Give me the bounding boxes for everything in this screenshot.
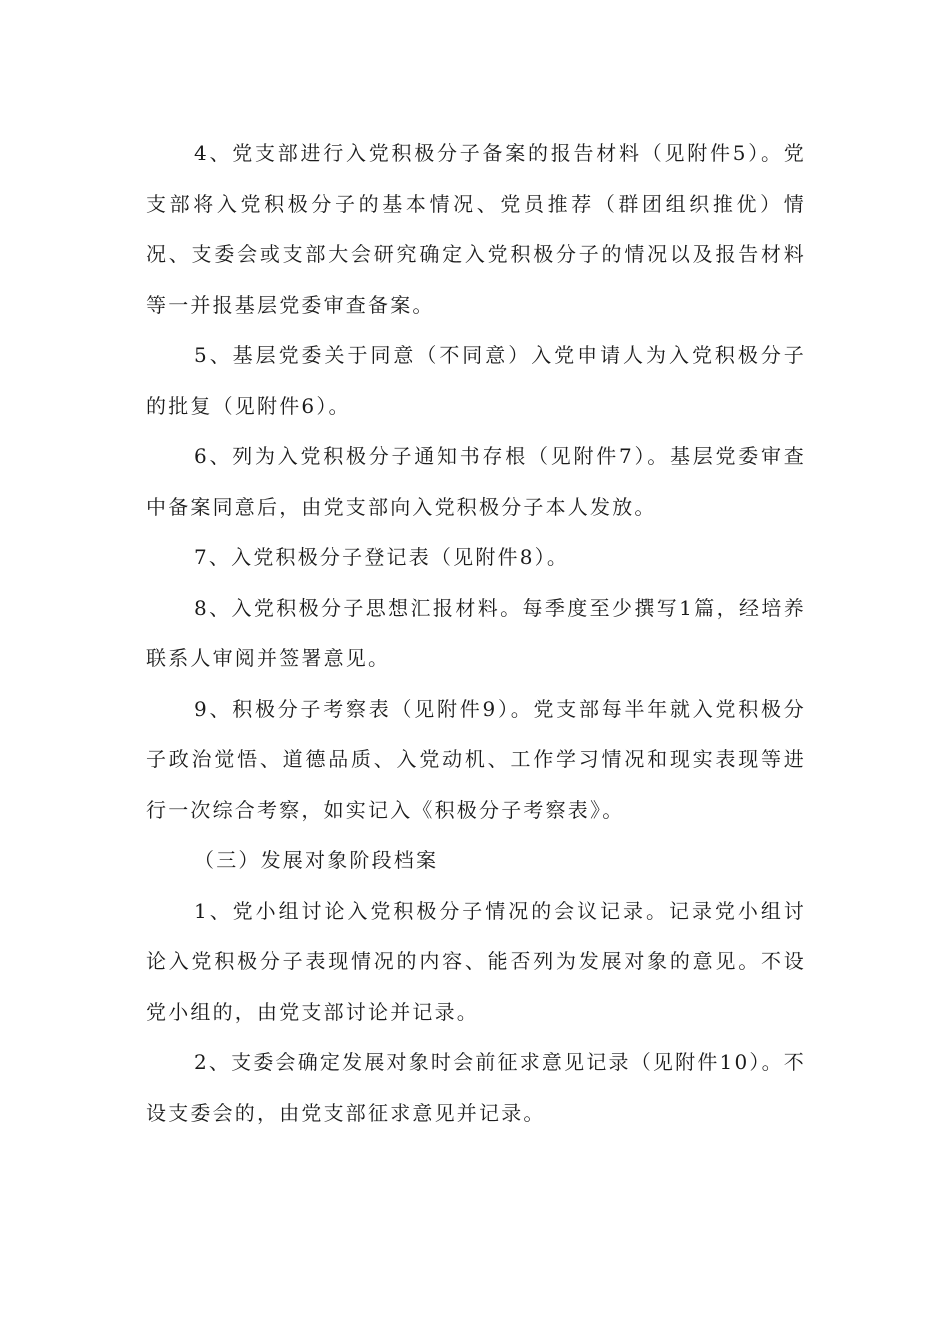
paragraph-item-4: 4、党支部进行入党积极分子备案的报告材料（见附件5）。党支部将入党积极分子的基本情况、党员推荐（群团组织推优）情况、支委会或支部大会研究确定入党积极分子的情况以及报告材料等一并报基层党委审查备案。 <box>146 141 806 317</box>
document-body <box>146 128 806 1138</box>
paragraph-item-7: 7、入党积极分子登记表（见附件8）。 <box>194 545 570 569</box>
paragraph-item-8: 8、入党积极分子思想汇报材料。每季度至少撰写1篇，经培养联系人审阅并签署意见。 <box>146 595 806 670</box>
section-paragraph-item-2: 2、支委会确定发展对象时会前征求意见记录（见附件10）。不设支委会的，由党支部征求意见并记录。 <box>146 1050 806 1125</box>
section-heading: （三）发展对象阶段档案 <box>194 848 439 872</box>
section-paragraph-item-1: 1、党小组讨论入党积极分子情况的会议记录。记录党小组讨论入党积极分子表现情况的内容、能否列为发展对象的意见。不设党小组的，由党支部讨论并记录。 <box>146 898 806 1024</box>
paragraph-item-5: 5、基层党委关于同意（不同意）入党申请人为入党积极分子的批复（见附件6）。 <box>146 343 806 418</box>
paragraph-item-9: 9、积极分子考察表（见附件9）。党支部每半年就入党积极分子政治觉悟、道德品质、入党动机、工作学习情况和现实表现等进行一次综合考察，如实记入《积极分子考察表》。 <box>146 696 806 822</box>
paragraph-item-6: 6、列为入党积极分子通知书存根（见附件7）。基层党委审查中备案同意后，由党支部向入党积极分子本人发放。 <box>146 444 806 519</box>
